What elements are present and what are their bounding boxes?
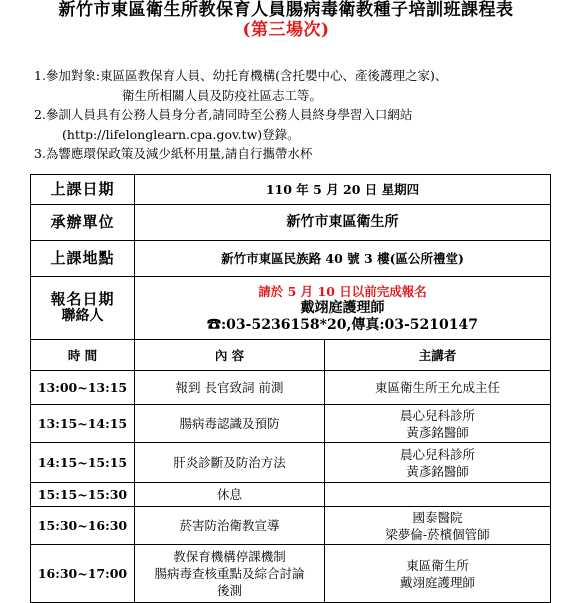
row-content bbox=[135, 405, 325, 443]
table-row bbox=[31, 545, 551, 603]
row-speaker bbox=[325, 507, 551, 545]
schedule-table bbox=[30, 174, 551, 603]
registration-value-cell bbox=[135, 277, 551, 340]
date-value: 110 年 5 月 20 日 星期四 bbox=[135, 175, 551, 205]
row-content bbox=[135, 371, 325, 405]
row-content bbox=[135, 483, 325, 507]
page-title bbox=[0, 0, 572, 40]
row-speaker bbox=[325, 405, 551, 443]
row-speaker bbox=[325, 545, 551, 603]
content-line: 菸害防治衛教宣導 bbox=[179, 518, 280, 533]
row-content bbox=[135, 545, 325, 603]
place-value: 新竹市東區民族路 40 號 3 樓(區公所禮堂) bbox=[135, 241, 551, 277]
header-speaker: 主講者 bbox=[325, 340, 551, 371]
row-speaker bbox=[325, 443, 551, 483]
content-line: 肝炎診斷及防治方法 bbox=[173, 455, 286, 470]
content-line: 報到 長官致詞 前測 bbox=[175, 380, 284, 395]
table-row bbox=[31, 507, 551, 545]
row-speaker bbox=[325, 483, 551, 507]
table-row bbox=[31, 483, 551, 507]
note-2-url: (http://lifelonglearn.cpa.gov.tw)登錄。 bbox=[62, 126, 300, 142]
date-label: 上課日期 bbox=[31, 175, 135, 205]
table-row bbox=[31, 405, 551, 443]
note-1-cont: 衛生所相關人員及防疫社區志工等。 bbox=[122, 87, 323, 103]
row-time: 13:00~13:15 bbox=[31, 371, 135, 405]
row-time: 13:15~14:15 bbox=[31, 405, 135, 443]
reg-deadline: 請於 5 月 10 日以前完成報名 bbox=[258, 283, 427, 299]
content-line: 腸病毒查核重點及綜合討論 bbox=[154, 566, 305, 581]
content-line: 休息 bbox=[216, 487, 242, 502]
speaker-line: 晨心兒科診所 bbox=[400, 446, 476, 462]
row-time: 14:15~15:15 bbox=[31, 443, 135, 483]
place-label: 上課地點 bbox=[31, 241, 135, 277]
schedule-header-row bbox=[31, 340, 551, 371]
content-line: 教保育機構停課機制 bbox=[173, 549, 286, 564]
header-time: 時 間 bbox=[31, 340, 135, 371]
contact-name: 戴翊庭護理師 bbox=[300, 299, 385, 316]
info-row-org bbox=[31, 205, 551, 241]
content-line: 後測 bbox=[216, 583, 242, 598]
table-row bbox=[31, 443, 551, 483]
row-speaker bbox=[325, 371, 551, 405]
note-2: 2.參訓人員具有公務人員身分者,請同時至公務人員終身學習入口網站 bbox=[34, 107, 413, 122]
contact-label: 聯絡人 bbox=[61, 308, 104, 324]
reg-label: 報名日期 bbox=[50, 290, 115, 308]
speaker-line: 東區衛生所 bbox=[406, 557, 469, 573]
speaker-line: 東區衛生所王允成主任 bbox=[375, 380, 501, 395]
speaker-line: 晨心兒科診所 bbox=[400, 407, 476, 423]
speaker-line: 黃彥銘醫師 bbox=[406, 424, 469, 440]
content-line: 腸病毒認識及預防 bbox=[179, 416, 280, 431]
phone-line bbox=[137, 317, 548, 334]
title-line-2: (第三場次) bbox=[242, 20, 330, 40]
notes-block bbox=[34, 66, 554, 164]
row-content bbox=[135, 507, 325, 545]
speaker-line: 戴翊庭護理師 bbox=[400, 574, 476, 590]
speaker-line: 國泰醫院 bbox=[412, 509, 463, 525]
note-1: 1.參加對象:東區區教保育人員、幼托育機構(含托嬰中心、產後護理之家)、 bbox=[34, 68, 448, 83]
row-time: 15:30~16:30 bbox=[31, 507, 135, 545]
speaker-line: 黃彥銘醫師 bbox=[406, 463, 469, 479]
table-row bbox=[31, 371, 551, 405]
org-value: 新竹市東區衛生所 bbox=[135, 205, 551, 241]
row-time: 16:30~17:00 bbox=[31, 545, 135, 603]
note-3: 3.為響應環保政策及減少紙杯用量,請自行攜帶水杯 bbox=[34, 146, 313, 161]
header-content: 內 容 bbox=[135, 340, 325, 371]
row-content bbox=[135, 443, 325, 483]
title-line-1: 新竹市東區衛生所教保育人員腸病毒衛教種子培訓班課程表 bbox=[58, 0, 514, 20]
info-row-date bbox=[31, 175, 551, 205]
info-row-place bbox=[31, 241, 551, 277]
registration-label-cell bbox=[31, 277, 135, 340]
phone-text: ☎:03-5236158*20,傳真:03-5210147 bbox=[207, 316, 478, 333]
info-row-registration bbox=[31, 277, 551, 340]
row-time: 15:15~15:30 bbox=[31, 483, 135, 507]
speaker-line: 梁夢倫-菸檳個管師 bbox=[385, 526, 490, 542]
org-label: 承辦單位 bbox=[31, 205, 135, 241]
